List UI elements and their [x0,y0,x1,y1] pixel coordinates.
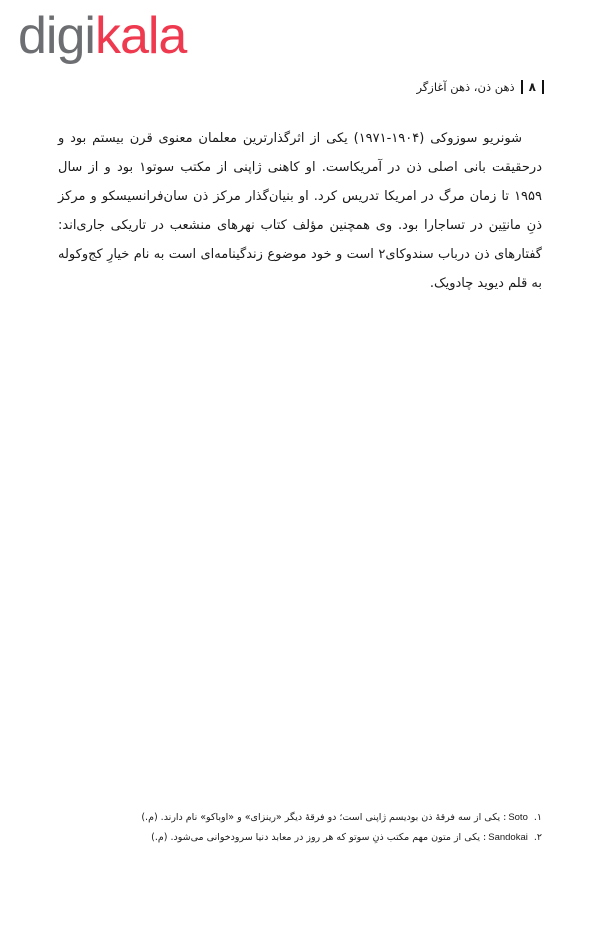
running-head-separator [521,80,523,94]
footnote-term: Soto [508,812,528,823]
footnote-2 [58,828,542,848]
footnote-text: : یکی از متون مهم مکتب ذنِ سوتو که هر روز در معابد دنیا سرودخوانی می‌شود. (م.) [151,832,487,843]
book-title: ذهن ذن، ذهن آغازگر [416,80,515,94]
digikala-logo [18,7,187,65]
footnote-number: ۲. [533,832,542,843]
footnote-number: ۱. [533,812,542,823]
footnote-term: Sandokai [488,832,528,843]
logo-text-digi: digi [18,7,95,65]
body-paragraph: شونریو سوزوکی (۱۹۰۴-۱۹۷۱) یکی از اثرگذارترین معلمان معنوی قرن بیستم بود و درحقیقت بانی اصلی ذن در آمریکاست. او کاهنی ژاپنی از مکتب سوتو۱ بود و از سال ۱۹۵۹ تا زمان مرگ در امریکا تدریس کرد. او بنیان‌گذار مرکز ذن سان‌فرانسیسکو و مرکز ذنِ مانتِین در تساجارا بود. وی همچنین مؤلف کتاب نهرهای منشعب در تاریکی جاری‌اند: گفتارهای ذن درباب سندوکای۲ است و خود موضوع زندگینامه‌ای است به نام خیارِ کج‌وکوله به قلم دیوید چادویک. [58,131,543,291]
running-head-bar [542,80,544,94]
page-number: ۸ [528,80,536,94]
footnote-text: : یکی از سه فرقهٔ ذن بودیسم ژاپنی است؛ دو فرقهٔ دیگر «رینزای» و «اوباکو» نام دارند. (م.) [141,812,507,823]
footnote-1 [58,808,542,828]
body-text [58,124,542,298]
running-head [60,78,544,96]
logo-text-kala: kala [94,7,187,65]
footnotes [58,808,542,848]
